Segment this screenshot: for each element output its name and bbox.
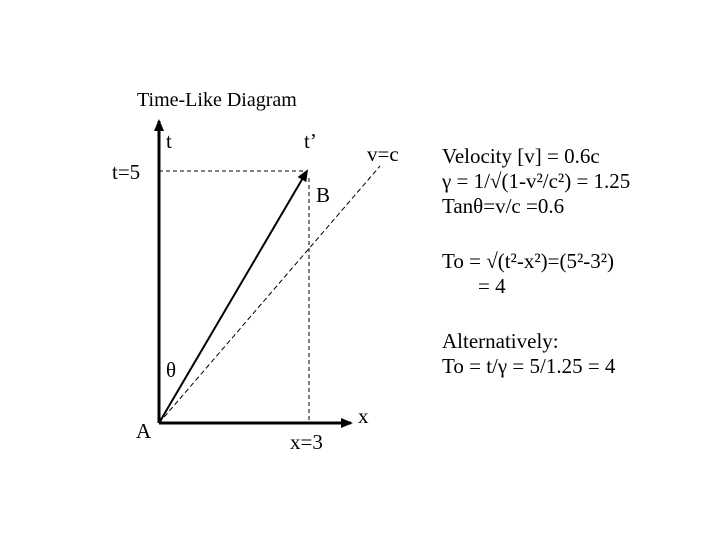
origin-a-label: A [136,419,152,443]
proper-time-line: To = √(t²-x²)=(5²-3²) [442,249,615,273]
light-line-label: v=c [367,142,399,166]
notes-spacer-2 [442,299,630,329]
x-value-label: x=3 [290,430,323,454]
alternatively-heading: Alternatively: [442,329,559,353]
diagram-title: Time-Like Diagram [137,89,297,111]
t-value-label: t=5 [112,160,141,184]
gamma-line: γ = 1/√(1-v²/c²) = 1.25 [442,169,631,193]
t-prime-label: t’ [304,129,317,153]
proper-time-result: = 4 [478,274,506,298]
tan-line: Tanθ=v/c =0.6 [442,194,565,218]
velocity-line: Velocity [v] = 0.6c [442,144,600,168]
alternative-calculation: To = t/γ = 5/1.25 = 4 [442,354,616,378]
angle-theta-label: θ [166,358,177,382]
x-axis-label: x [358,404,369,428]
event-b-label: B [316,183,331,207]
worldline-t-prime [159,171,307,423]
t-axis-label: t [166,129,172,153]
calculation-notes [442,144,630,379]
notes-spacer [442,219,630,249]
light-line [159,166,380,423]
